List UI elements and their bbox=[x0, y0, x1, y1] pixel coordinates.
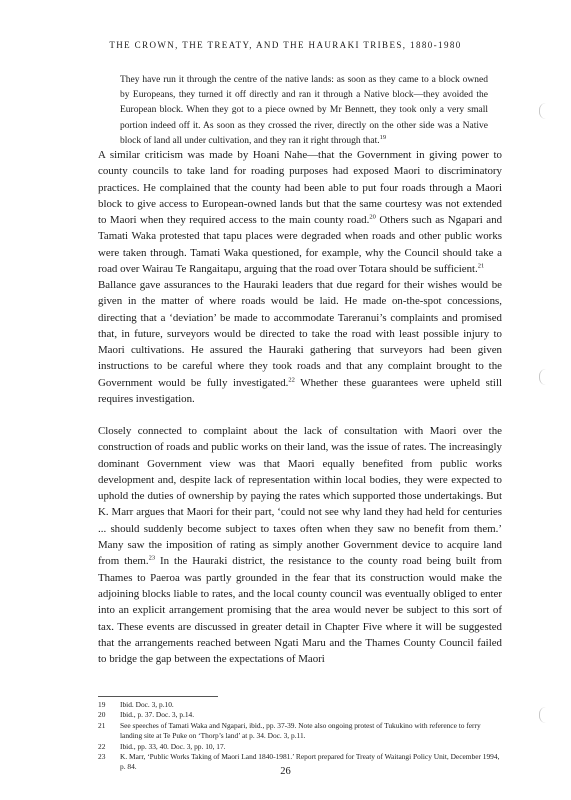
paragraph-ballance-assurances bbox=[98, 277, 502, 407]
margin-pencil-mark bbox=[539, 707, 546, 723]
footnote-number: 20 bbox=[98, 710, 106, 720]
paragraph-nahe-criticism bbox=[98, 147, 502, 277]
paragraph-text: Closely connected to complaint about the lack of consultation with Maori over the construction of roads and public works on their land, was the issue of rates. The increasingly dominant Government view was that Maori equally benefited from public works development and, despite lack of representation within local bodies, they were expected to uphold the duties of ownership by paying the rates which supported those undertakings. But K. Marr argues that Maori for their part, ‘could not see why land they had held for centuries ... should suddenly become subject to taxes often when they saw no benefit from them.’ Many saw the imposition of rating as simply another Government device to acquire land from them. bbox=[98, 425, 502, 568]
paragraph-rates-issue bbox=[98, 423, 502, 667]
footnote-text: Ibid., pp. 33, 40. Doc. 3, pp. 10, 17. bbox=[120, 741, 226, 751]
paragraph-text: In the Hauraki district, the resistance to the county road being built from Thames to Paeroa was partly grounded in the fear that its construction would make the adjoining blocks liable to rates, and the local county council was eventually obliged to enter into an explicit arrangement promising that the area would never be subject to this sort of tax. These events are discussed in greater detail in Chapter Five where it will be suggested that the arrangements reached between Ngati Maru and the Thames County Council failed to bridge the gap between the expectations of Maori bbox=[98, 555, 502, 666]
footnote-ref-19[interactable]: 19 bbox=[379, 133, 387, 141]
footnote-number: 21 bbox=[98, 720, 106, 730]
running-head: THE CROWN, THE TREATY, AND THE HAURAKI TRIBES, 1880-1980 bbox=[109, 40, 462, 50]
paragraph-text: Others such as Ngapari and Tamati Waka protested that tapu places were degraded when roads and other public works were taken through. Tamati Waka questioned, for example, why the Council should take a road over Wairau Te Rangaitapu, arguing that the road over Totara should be sufficient. bbox=[98, 214, 503, 276]
margin-pencil-mark bbox=[539, 369, 546, 385]
page-number: 26 bbox=[280, 766, 291, 777]
footnote-text: K. Marr, ‘Public Works Taking of Maori Land 1840-1981.’ Report prepared for Treaty of Waitangi Policy Unit, December 1994, p. 84. bbox=[120, 752, 500, 772]
footnote-ref-23[interactable]: 23 bbox=[148, 554, 156, 562]
footnote-ref-20[interactable]: 20 bbox=[369, 213, 376, 221]
footnotes bbox=[98, 700, 502, 773]
block-quote bbox=[120, 73, 488, 149]
paragraph-text: Whether these guarantees were upheld still requires investigation. bbox=[98, 376, 503, 406]
footnote-number: 22 bbox=[98, 741, 106, 751]
footnote-text: Ibid. Doc. 3, p.10. bbox=[120, 700, 174, 709]
footnote-ref-21[interactable]: 21 bbox=[477, 262, 485, 270]
footnote-22 bbox=[98, 742, 502, 752]
margin-pencil-mark bbox=[539, 103, 546, 119]
footnote-19 bbox=[98, 700, 502, 710]
block-quote-text: They have run it through the centre of the native lands: as soon as they came to a block owned by Europeans, they turned it off directly and ran it through a Native block—they avoided the European block. When they got to a piece owned by Mr Bennett, they took only a very small portion indeed off it. As soon as they crossed the river, directly on the other side was a Native block of land all under cultivation, and they ran it right through that. bbox=[120, 75, 488, 146]
footnote-divider bbox=[98, 696, 218, 697]
footnote-text: Ibid., p. 37. Doc. 3, p.14. bbox=[120, 710, 195, 720]
footnote-number: 23 bbox=[98, 752, 106, 762]
footnote-21 bbox=[98, 721, 502, 742]
paragraph-text: Ballance gave assurances to the Hauraki leaders that due regard for their wishes would be given in the matter of where roads would be laid. He made on-the-spot concessions, directing that a ‘deviation’ be made to accommodate Tareranui’s complaints and promised that, in future, surveyors would be directed to take the road with least possible injury to Maori cultivations. He assured the Hauraki gathering that surveyors had been given instructions to be careful where they took roads and that any complaint brought to the Government would be fully investigated. bbox=[98, 279, 502, 389]
footnote-ref-22[interactable]: 22 bbox=[288, 376, 295, 384]
footnote-20 bbox=[98, 710, 502, 720]
paragraph-text: A similar criticism was made by Hoani Nahe—that the Government in giving power to county councils to take land for roading purposes had exposed Maori to discriminatory practices. He complained that the county had been able to put four roads through a Maori block to give access to European-owned lands but that the same courtesy was not extended to Maori when they required access to the main county road. bbox=[98, 149, 502, 227]
footnote-number: 19 bbox=[98, 700, 106, 709]
footnote-text: See speeches of Tamati Waka and Ngapari, ibid., pp. 37-39. Note also ongoing protest of Tukukino with reference to ferry landing site at Te Puke on ‘Thorp’s land’ at p. 34. Doc. 3, p.11. bbox=[120, 720, 481, 741]
